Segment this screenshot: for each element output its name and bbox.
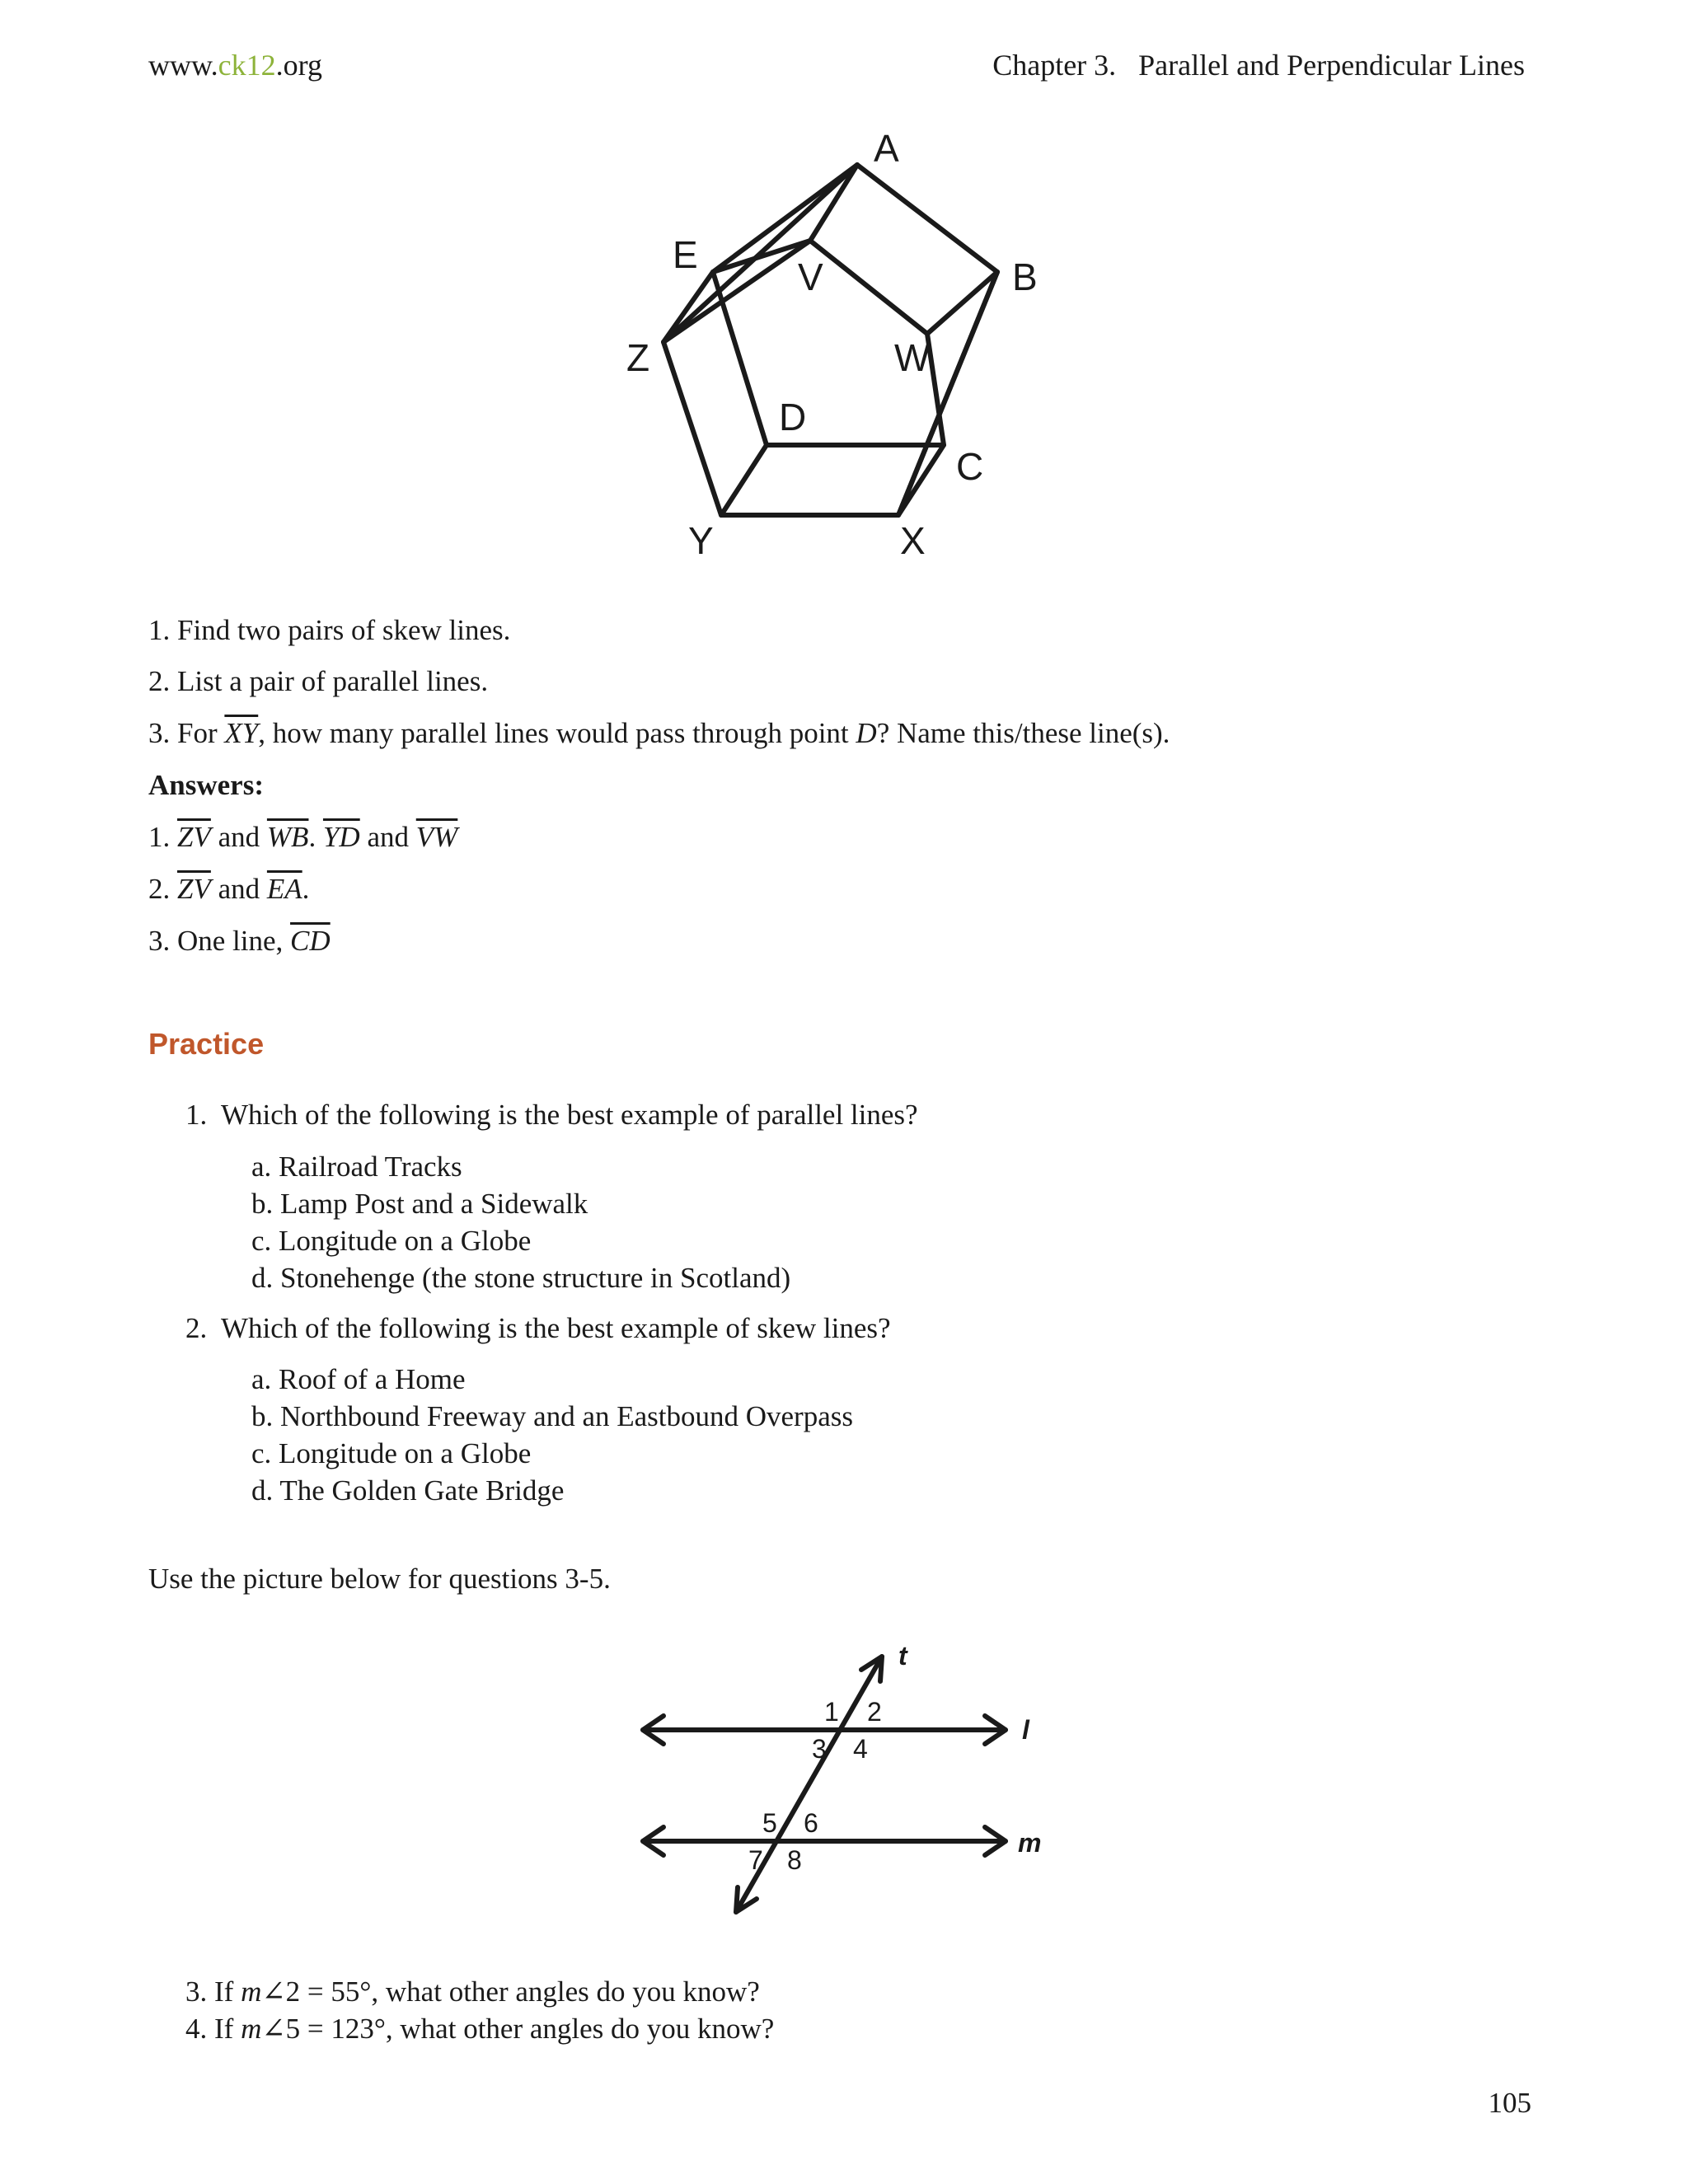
practice-2-option-a	[251, 1362, 466, 1397]
angle-2: 2	[867, 1697, 882, 1727]
label-B: B	[1012, 255, 1038, 298]
q3-mid: , how many parallel lines would pass through point	[258, 717, 856, 749]
option-text: Longitude on a Globe	[279, 1437, 532, 1469]
option-letter: a.	[251, 1363, 272, 1395]
practice-2-text: Which of the following is the best example of skew lines?	[221, 1312, 891, 1344]
answer-1-and: and	[210, 821, 267, 853]
answer-1-num: 1.	[148, 821, 177, 853]
option-letter: c.	[251, 1437, 272, 1469]
option-letter: a.	[251, 1151, 272, 1183]
pentagon-outer	[663, 165, 997, 515]
site-prefix: www.	[148, 49, 218, 82]
site-url[interactable]	[148, 48, 322, 82]
practice-1-num: 1.	[185, 1099, 208, 1131]
practice-2-num: 2.	[185, 1312, 208, 1344]
transversal-figure	[626, 1644, 1055, 1929]
practice-3-post: , what other angles do you know?	[371, 1975, 760, 2008]
option-letter: d.	[251, 1262, 274, 1294]
label-Y: Y	[688, 519, 714, 562]
segment-VW: $\overline{VW}$	[415, 821, 458, 853]
angle-5: 5	[762, 1808, 777, 1838]
pentagonal-prism-figure	[610, 120, 1071, 569]
segment-CD: $\overline{CD}$	[290, 925, 331, 957]
label-l: l	[1022, 1715, 1029, 1745]
angle-3: 3	[812, 1734, 827, 1764]
question-2: 2. List a pair of parallel lines.	[148, 665, 489, 697]
label-m: m	[1018, 1828, 1042, 1858]
angle-4: 4	[853, 1734, 868, 1764]
q3-pre: 3. For	[148, 717, 225, 749]
segment-ZV: $\overline{ZV}$	[177, 821, 211, 853]
practice-1-option-a	[251, 1150, 462, 1184]
label-E: E	[673, 233, 698, 276]
answer-1	[148, 820, 457, 855]
edge-YD	[721, 445, 767, 515]
practice-1-text: Which of the following is the best example of parallel lines?	[221, 1099, 918, 1131]
label-Z: Z	[626, 336, 650, 379]
label-C: C	[956, 445, 984, 488]
answer-1-sep: .	[308, 821, 323, 853]
option-text: Longitude on a Globe	[279, 1225, 532, 1257]
label-A: A	[874, 127, 899, 170]
answer-2-and: and	[210, 873, 267, 905]
option-letter: b.	[251, 1400, 274, 1432]
label-V: V	[798, 255, 823, 298]
option-letter: c.	[251, 1225, 272, 1257]
segment-EA: $\overline{EA}$	[266, 873, 302, 905]
segment-XY: $\overline{XY}$	[224, 717, 259, 749]
option-text: Stonehenge (the stone structure in Scotland)	[280, 1262, 791, 1294]
segment-ZV: $\overline{ZV}$	[177, 873, 211, 905]
option-text: Lamp Post and a Sidewalk	[280, 1188, 588, 1220]
option-text: The Golden Gate Bridge	[279, 1474, 565, 1507]
practice-1-option-c	[251, 1224, 531, 1258]
angle-6: 6	[804, 1808, 818, 1838]
page-number: 105	[1488, 2087, 1531, 2119]
practice-1-option-d	[251, 1261, 790, 1296]
q3-post: ? Name this/these line(s).	[876, 717, 1170, 749]
practice-4-pre: If	[214, 2013, 241, 2045]
label-X: X	[900, 519, 926, 562]
edge-ZE	[663, 272, 713, 342]
practice-3-pre: If	[214, 1975, 241, 2008]
label-W: W	[894, 336, 931, 379]
option-letter: d.	[251, 1474, 274, 1507]
practice-2-option-b	[251, 1399, 853, 1434]
angle-expression: ∠2 = 55°	[261, 1975, 372, 2008]
answer-2	[148, 872, 309, 907]
site-brand: ck12	[218, 49, 276, 82]
practice-2-option-d	[251, 1474, 564, 1508]
site-suffix: .org	[275, 49, 322, 82]
practice-4-post: , what other angles do you know?	[385, 2013, 775, 2045]
practice-2	[185, 1311, 891, 1346]
option-letter: b.	[251, 1188, 274, 1220]
question-3	[148, 716, 1170, 751]
label-D: D	[779, 396, 807, 438]
practice-3-num: 3.	[185, 1975, 208, 2008]
practice-intro: Use the picture below for questions 3-5.	[148, 1563, 611, 1595]
answers-heading: Answers:	[148, 769, 264, 801]
answer-3-pre: 3. One line,	[148, 925, 291, 957]
practice-4	[185, 2012, 774, 2046]
answer-1-and2: and	[359, 821, 416, 853]
measure-m: m	[241, 1975, 262, 2008]
option-text: Roof of a Home	[279, 1363, 466, 1395]
practice-heading: Practice	[148, 1027, 265, 1061]
segment-WB: $\overline{WB}$	[266, 821, 309, 853]
practice-3	[185, 1975, 760, 2009]
measure-m: m	[241, 2013, 262, 2045]
answer-2-end: .	[302, 873, 310, 905]
practice-2-option-c	[251, 1436, 531, 1471]
option-text: Railroad Tracks	[279, 1151, 462, 1183]
label-t: t	[898, 1644, 907, 1671]
angle-7: 7	[748, 1845, 763, 1875]
angle-expression: ∠5 = 123°	[261, 2013, 386, 2045]
practice-1-option-b	[251, 1187, 588, 1221]
question-1: 1. Find two pairs of skew lines.	[148, 614, 511, 646]
point-D: D	[856, 717, 877, 749]
segment-YD: $\overline{YD}$	[322, 821, 360, 853]
chapter-title: Chapter 3. Parallel and Perpendicular Lines	[992, 49, 1525, 82]
answer-2-num: 2.	[148, 873, 177, 905]
practice-4-num: 4.	[185, 2013, 208, 2045]
angle-1: 1	[824, 1697, 839, 1727]
angle-8: 8	[787, 1845, 802, 1875]
option-text: Northbound Freeway and an Eastbound Overpass	[280, 1400, 853, 1432]
answer-3	[148, 924, 331, 958]
practice-1	[185, 1098, 918, 1132]
